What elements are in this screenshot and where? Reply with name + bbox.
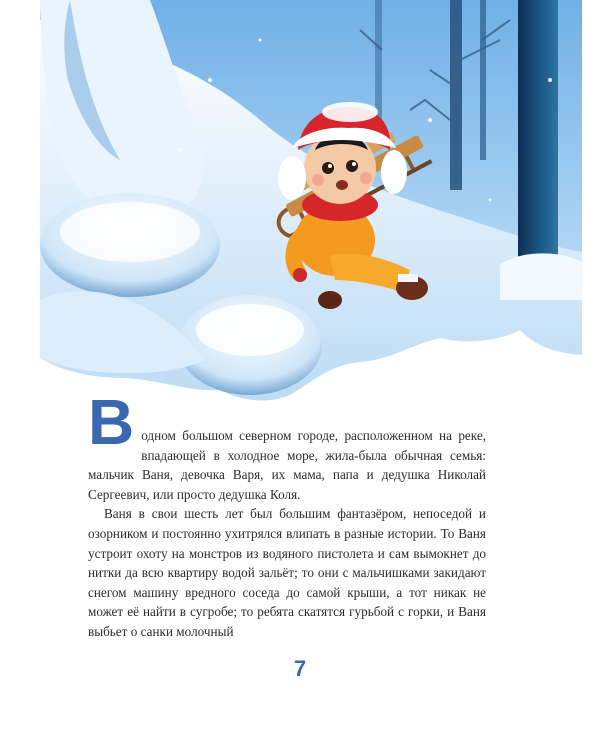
paragraph-1: одном большом северном городе, расположенном на реке, впадающей в холодное море, жила-была обычная семья: мальчик Ваня, девочка Варя, их мама, папа и дедушка Николай Сергеевич, или просто дедушка Коля. [88, 428, 486, 502]
sled-boy-illustration [30, 0, 582, 410]
winter-illustration [30, 0, 582, 410]
drop-cap: В [88, 386, 134, 458]
paragraph-2: Ваня в свои шесть лет был большим фантазёром, непоседой и озорником и постоянно ухитрялся влипать в разные истории. То Ваня устроит охоту на монстров из водяного пистолета и сам вымокнет до нитки да всю квартиру водой зальёт; то они с мальчишками закидают снегом машину вредного соседа до самой крыши, а тот никак не может её найти в сугробе; то ребята скатятся гурьбой с горки, и Ваня выбьет о санки молочный [88, 506, 486, 639]
page-number: 7 [293, 656, 307, 681]
story-text [88, 388, 486, 642]
